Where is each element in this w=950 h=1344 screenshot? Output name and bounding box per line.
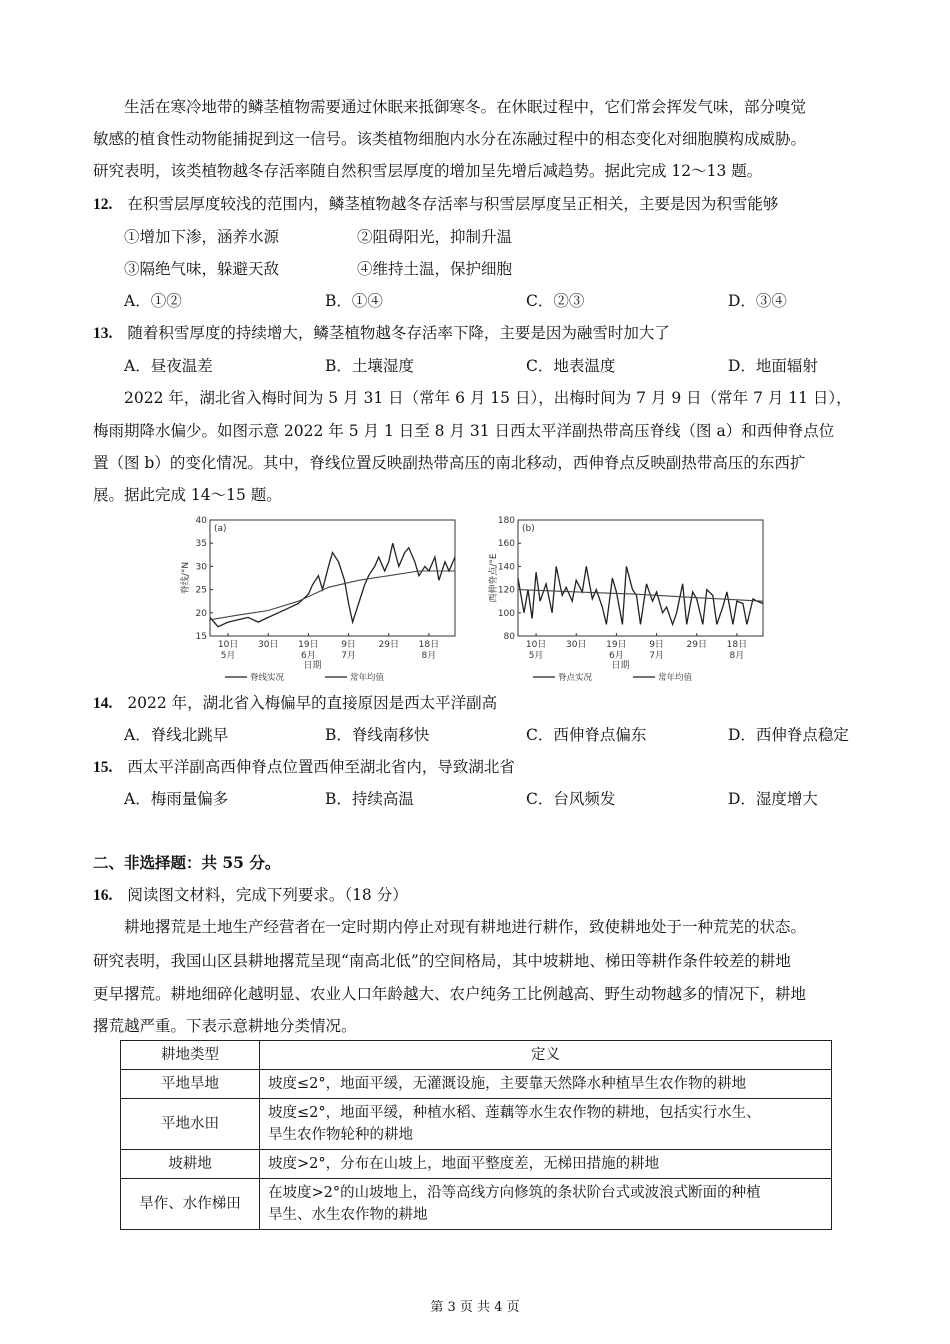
table-cell-definition-line: 旱生、水生农作物的耕地 xyxy=(268,1207,428,1223)
question-15-stem: 西太平洋副高西伸脊点位置西伸至湖北省内，导致湖北省 xyxy=(127,758,515,776)
q13-option-b: B．土壤湿度 xyxy=(325,357,414,375)
question-12 xyxy=(93,193,860,216)
table-cell-type: 平地水田 xyxy=(121,1099,260,1150)
x-tick-label: 9日 xyxy=(649,640,664,650)
table-cell-definition: 坡度≤2°，地面平缓，无灌溉设施，主要靠天然降水种植旱生农作物的耕地 xyxy=(260,1070,832,1099)
series-line-normal xyxy=(210,571,455,620)
question-14 xyxy=(93,692,860,715)
table-cell-type: 旱作、水作梯田 xyxy=(121,1179,260,1230)
table-header-definition: 定义 xyxy=(260,1041,832,1070)
legend-label: 常年均值 xyxy=(658,673,693,683)
chart-panel-label: (a) xyxy=(214,524,227,534)
table-header-type: 耕地类型 xyxy=(121,1041,260,1070)
x-month-label: 8月 xyxy=(729,651,745,661)
q14-option-b: B．脊线南移快 xyxy=(325,726,430,744)
q14-option-c: C．西伸脊点偏东 xyxy=(526,726,647,744)
question-15-number: 15. xyxy=(93,759,113,776)
q12-option-b: B．①④ xyxy=(325,292,383,310)
y-tick-label: 80 xyxy=(503,632,515,642)
question-16-stem: 阅读图文材料，完成下列要求。（18 分） xyxy=(127,886,408,904)
x-tick-label: 10日 xyxy=(217,640,239,650)
y-tick-label: 20 xyxy=(195,608,207,619)
table-row xyxy=(121,1070,832,1099)
table-cell-type: 平地旱地 xyxy=(121,1070,260,1099)
q13-option-d: D．地面辐射 xyxy=(728,357,818,375)
x-tick-label: 19日 xyxy=(298,640,319,650)
x-axis-label: 日期 xyxy=(611,661,630,671)
q15-option-d: D．湿度增大 xyxy=(728,790,818,808)
intro1-line2: 敏感的植食性动物能捕捉到这一信号。该类植物细胞内水分在冻融过程中的相态变化对细胞膜构成威胁。 xyxy=(93,130,807,148)
table-row xyxy=(121,1099,832,1150)
question-14-stem: 2022 年，湖北省入梅偏早的直接原因是西太平洋副高 xyxy=(127,694,498,712)
table-row xyxy=(121,1150,832,1179)
y-tick-label: 15 xyxy=(195,632,207,642)
section-2-heading: 二、非选择题：共 55 分。 xyxy=(93,853,281,872)
x-axis-label: 日期 xyxy=(303,661,322,671)
question-13-stem: 随着积雪厚度的持续增大，鳞茎植物越冬存活率下降，主要是因为融雪时加大了 xyxy=(127,324,670,342)
legend-label: 脊线实况 xyxy=(250,673,285,683)
q12-item-3: ③隔绝气味，躲避天敌 xyxy=(124,260,280,278)
x-tick-label: 30日 xyxy=(258,640,279,650)
intro3-line2: 研究表明，我国山区县耕地撂荒呈现“南高北低”的空间格局，其中坡耕地、梯田等耕作条件较差的耕地 xyxy=(93,952,791,970)
q12-item-1: ①增加下渗，涵养水源 xyxy=(124,228,280,246)
q15-option-b: B．持续高温 xyxy=(325,790,414,808)
x-month-label: 7月 xyxy=(341,651,356,661)
farmland-table xyxy=(120,1040,832,1230)
legend-label: 脊点实况 xyxy=(558,673,593,683)
x-tick-label: 29日 xyxy=(378,640,399,650)
plot-frame xyxy=(210,520,455,636)
x-month-label: 5月 xyxy=(220,651,236,661)
y-tick-label: 140 xyxy=(497,562,515,573)
x-month-label: 6月 xyxy=(609,651,624,661)
intro3-line3: 更早撂荒。耕地细碎化越明显、农业人口年龄越大、农户纯务工比例越高、野生动物越多的情况下，耕地 xyxy=(93,985,807,1003)
intro2-line4: 展。据此完成 14～15 题。 xyxy=(93,486,282,504)
y-tick-label: 120 xyxy=(497,585,515,596)
series-line-actual xyxy=(518,566,763,624)
y-tick-label: 30 xyxy=(195,562,207,573)
x-month-label: 6月 xyxy=(301,651,316,661)
q12-option-a: A．①② xyxy=(124,292,182,310)
question-16 xyxy=(93,884,860,907)
chart-panel-label: (b) xyxy=(522,524,535,534)
question-13 xyxy=(93,322,860,345)
q15-option-c: C．台风频发 xyxy=(526,790,616,808)
question-13-number: 13. xyxy=(93,325,113,342)
table-cell-type: 坡耕地 xyxy=(121,1150,260,1179)
question-12-number: 12. xyxy=(93,196,113,213)
x-tick-label: 18日 xyxy=(418,640,440,650)
table-cell-definition: 坡度>2°，分布在山坡上，地面平整度差，无梯田措施的耕地 xyxy=(260,1150,832,1179)
y-tick-label: 180 xyxy=(497,516,515,526)
y-tick-label: 35 xyxy=(195,539,207,550)
intro2-line3: 置（图 b）的变化情况。其中，脊线位置反映副热带高压的南北移动，西伸脊点反映副热带高压的东西扩 xyxy=(93,454,806,472)
y-axis-label: 西伸脊点/°E xyxy=(489,553,499,603)
q15-option-a: A．梅雨量偏多 xyxy=(124,790,229,808)
q14-option-a: A．脊线北跳早 xyxy=(124,726,229,744)
q12-item-2: ②阻碍阳光，抑制升温 xyxy=(357,228,513,246)
x-month-label: 7月 xyxy=(649,651,664,661)
x-tick-label: 9日 xyxy=(341,640,356,650)
q13-option-a: A．昼夜温差 xyxy=(124,357,213,375)
page-footer: 第 3 页 共 4 页 xyxy=(430,1300,520,1315)
intro2-line1: 2022 年，湖北省入梅时间为 5 月 31 日（常年 6 月 15 日），出梅时间为 7 月 9 日（常年 7 月 11 日）， xyxy=(124,389,852,407)
y-tick-label: 160 xyxy=(497,539,515,550)
chart-b xyxy=(478,512,778,684)
question-14-number: 14. xyxy=(93,695,113,712)
table-cell-definition-line: 旱生农作物轮种的耕地 xyxy=(268,1127,413,1143)
table-cell-definition-line: 在坡度>2°的山坡地上，沿等高线方向修筑的条状阶台式或波浪式断面的种植 xyxy=(268,1185,761,1201)
question-15 xyxy=(93,756,860,779)
y-axis-label: 脊线/°N xyxy=(181,561,191,595)
intro1-line3: 研究表明，该类植物越冬存活率随自然积雪层厚度的增加呈先增后减趋势。据此完成 12～13 题。 xyxy=(93,162,763,180)
legend-label: 常年均值 xyxy=(350,673,385,683)
y-tick-label: 25 xyxy=(195,585,207,596)
x-tick-label: 30日 xyxy=(566,640,587,650)
table-header-row xyxy=(121,1041,832,1070)
q12-item-4: ④维持土温，保护细胞 xyxy=(357,260,513,278)
intro3-line4: 撂荒越严重。下表示意耕地分类情况。 xyxy=(93,1017,357,1035)
x-tick-label: 10日 xyxy=(525,640,547,650)
table-cell-definition xyxy=(260,1179,832,1230)
chart-a xyxy=(170,512,470,684)
intro1-line1: 生活在寒冷地带的鳞茎植物需要通过休眠来抵御寒冬。在休眠过程中，它们常会挥发气味，部分嗅觉 xyxy=(124,98,807,116)
q13-option-c: C．地表温度 xyxy=(526,357,616,375)
q12-option-c: C．②③ xyxy=(526,292,585,310)
x-tick-label: 19日 xyxy=(606,640,627,650)
x-tick-label: 18日 xyxy=(726,640,748,650)
q12-option-d: D．③④ xyxy=(728,292,787,310)
question-16-number: 16. xyxy=(93,887,113,904)
table-row xyxy=(121,1179,832,1230)
table-cell-definition xyxy=(260,1099,832,1150)
y-tick-label: 40 xyxy=(195,516,207,526)
y-tick-label: 100 xyxy=(497,608,515,619)
question-12-stem: 在积雪层厚度较浅的范围内，鳞茎植物越冬存活率与积雪层厚度呈正相关，主要是因为积雪能够 xyxy=(127,195,779,213)
intro3-line1: 耕地撂荒是土地生产经营者在一定时期内停止对现有耕地进行耕作，致使耕地处于一种荒芜的状态。 xyxy=(124,918,807,936)
intro2-line2: 梅雨期降水偏少。如图示意 2022 年 5 月 1 日至 8 月 31 日西太平洋副热带高压脊线（图 a）和西伸脊点位 xyxy=(93,422,835,440)
x-month-label: 5月 xyxy=(528,651,544,661)
table-cell-definition-line: 坡度≤2°，地面平缓，种植水稻、莲藕等水生农作物的耕地，包括实行水生、 xyxy=(268,1105,761,1121)
x-month-label: 8月 xyxy=(421,651,437,661)
x-tick-label: 29日 xyxy=(686,640,707,650)
q14-option-d: D．西伸脊点稳定 xyxy=(728,726,849,744)
